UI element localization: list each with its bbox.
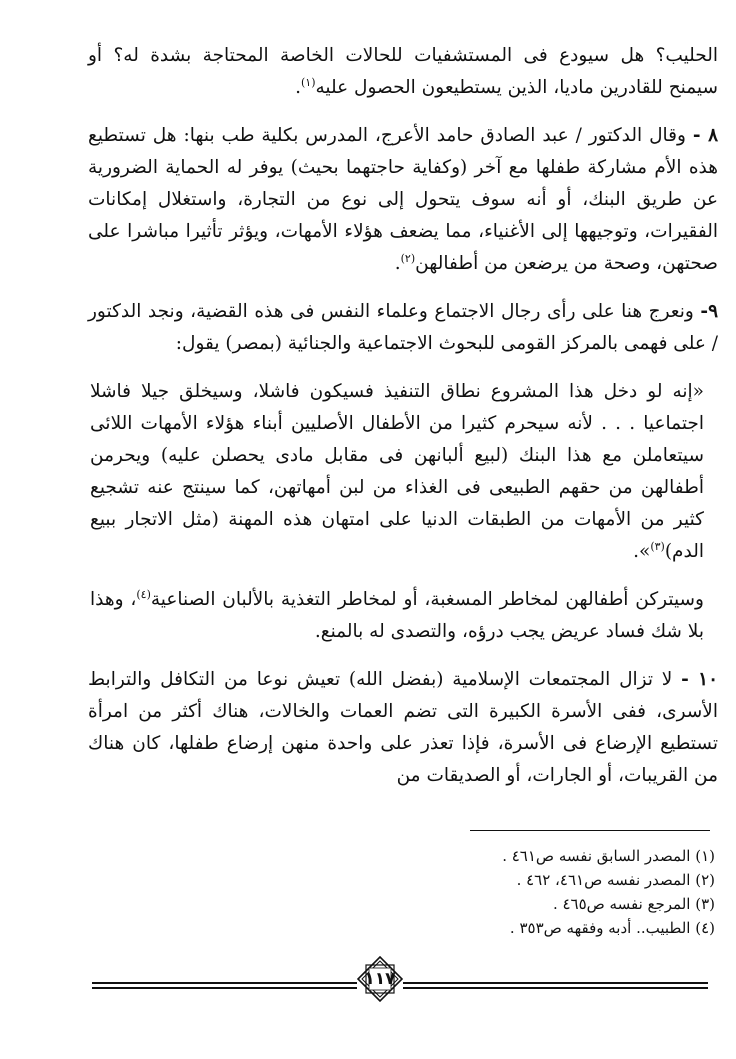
paragraph-continuation: الحليب؟ هل سيودع فى المستشفيات للحالات الخاصة المحتاجة بشدة له؟ أو سيمنح للقادرين ماديا، الذين يستطيعون الحصول عليه$^{(١)}$. [88,45,718,98]
main-text [88,40,718,808]
footnotes [330,844,715,940]
footnote-ref: (٣) [650,539,665,553]
footnote-ref: (٤) [136,587,151,601]
item-number: ٩- [700,301,718,322]
paragraph-9: ٩- ونعرج هنا على رأى رجال الاجتماع وعلماء النفس فى هذه القضية، ونجد الدكتور / على فهمى بالمركز القومى للبحوث الاجتماعية والجنائية (بمصر) يقول: [88,301,718,354]
quotation-continued: وسيتركن أطفالهن لمخاطر المسغبة، أو لمخاطر التغذية بالألبان الصناعية$^{(٤)}$، وهذا بلا شك فساد عريض يجب درؤه، والتصدى له بالمنع. [90,587,704,642]
paragraph-10: ١٠ - لا تزال المجتمعات الإسلامية (بفضل الله) تعيش نوعا من التكافل والترابط الأسرى، ففى الأسرة الكبيرة التى تضم العمات والخالات، هناك أكثر من امرأة تستطيع الإرضاع فى الأسرة، فإذا تعذر على واحدة منهن إرضاع طفلها، كان هناك من القريبات، أو الجارات، أو الصديقات من [88,669,719,786]
footnote-4: (٤) الطبيب.. أدبه وفقهه ص٣٥٣ . [509,919,715,937]
item-number: ٨ - [692,125,718,146]
page-number: ١١٧ [364,969,396,989]
footnote-ref: (٢) [400,251,416,265]
footnote-1: (١) المصدر السابق نفسه ص٤٦١ . [502,847,715,865]
footnote-2: (٢) المصدر نفسه ص٤٦١، ٤٦٢ . [516,871,715,889]
footnote-separator [470,830,710,831]
item-number: ١٠ - [681,669,719,690]
quotation: «إنه لو دخل هذا المشروع نطاق التنفيذ فسيكون فاشلا، وسيخلق جيلا فاشلا اجتماعيا . . . لأنه سيحرم كثيرا من الأطفال الأصليين أبناء هؤلاء الأمهات اللائى سيتعاملن مع هذا البنك (لبيع ألبانهن فى مقابل مادى يحصلن عليه) ويحرمن أطفالهن من حقهم الطبيعى فى الغذاء من لبن أمهاتهن، كما سينتج عنه تشجيع كثير من الأمهات من الطبقات الدنيا على امتهان هذه المهنة (مثل الاتجار ببيع الدم)$^{(٣)}$». [90,381,704,562]
page-number-ornament [357,956,403,1002]
footnote-ref: (١) [300,75,316,89]
paragraph-8: ٨ - وقال الدكتور / عبد الصادق حامد الأعرج، المدرس بكلية طب بنها: هل تستطيع هذه الأم مشاركة طفلها مع آخر (وكفاية حاجتهما بحيث) يوفر له الحماية الضرورية عن طريق البنك، أو أنه سوف يتحول إلى نوع من التجارة، واستغلال إمكانات الفقيرات، وتوجيهها إلى الأغنياء، مما يضعف هؤلاء الأمهات، ويؤثر تأثيرا مباشرا على صحتهن، وصحة من يرضعن من أطفالهن$^{(٢)}$. [88,125,718,274]
footnote-3: (٣) المرجع نفسه ص٤٦٥ . [552,895,715,913]
